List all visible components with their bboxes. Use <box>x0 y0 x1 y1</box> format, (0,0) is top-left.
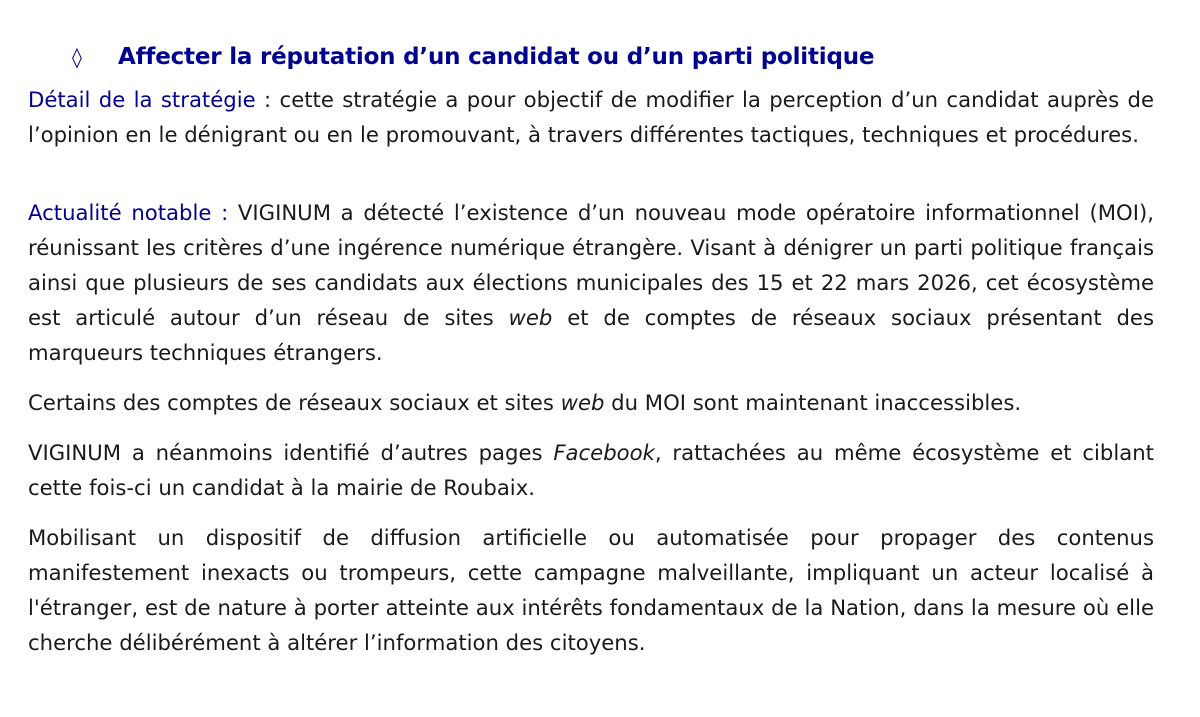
news-label: Actualité notable : <box>28 200 229 225</box>
news-paragraph <box>28 195 1154 370</box>
facebook-paragraph <box>28 435 1154 505</box>
strategy-label: Détail de la stratégie <box>28 87 256 112</box>
strategy-text: : cette stratégie a pour objectif de modifier la perception d’un candidat auprès de l’opinion en le dénigrant ou en le promouvant, à travers différentes tactiques, techniques et procédures. <box>28 87 1154 147</box>
inaccessible-text-part1: Certains des comptes de réseaux sociaux et sites <box>28 390 561 415</box>
strategy-paragraph <box>28 82 1154 152</box>
news-web-word: web <box>508 305 553 330</box>
conclusion-paragraph: Mobilisant un dispositif de diffusion artificielle ou automatisée pour propager des contenus manifestement inexacts ou trompeurs, cette campagne malveillante, impliquant un acteur localisé à l'étranger, est de nature à porter atteinte aux intérêts fondamentaux de la Nation, dans la mesure où elle cherche délibérément à altérer l’information des citoyens. <box>28 525 1154 655</box>
news-text-part1: VIGINUM a détecté l’existence d’un nouveau mode opératoire informationnel (MOI), réunissant les critères d’une ingérence numérique étrangère. Visant à dénigrer un parti politique français ainsi que plusieurs de ses candidats aux élections municipales des 15 et 22 mars 2026, cet écosystème est articulé autour d’un réseau de sites <box>28 200 1154 330</box>
news-text-part2: et de comptes de réseaux sociaux présentant des marqueurs techniques étrangers. <box>28 305 1154 365</box>
section-title: Affecter la réputation d’un candidat ou d’un parti politique <box>118 44 875 70</box>
inaccessible-paragraph <box>28 385 1154 420</box>
inaccessible-text-part2: du MOI sont maintenant inaccessibles. <box>604 390 1022 415</box>
facebook-text-part1: VIGINUM a néanmoins identifié d’autres pages <box>28 440 554 465</box>
inaccessible-web-word: web <box>560 390 605 415</box>
section-heading <box>28 44 1154 70</box>
facebook-text-part2: , rattachées au même écosystème et ciblant cette fois-ci un candidat à la mairie de Roubaix. <box>28 440 1154 500</box>
lozenge-bullet-icon: ◊ <box>72 45 82 69</box>
facebook-word: Facebook <box>553 440 655 465</box>
